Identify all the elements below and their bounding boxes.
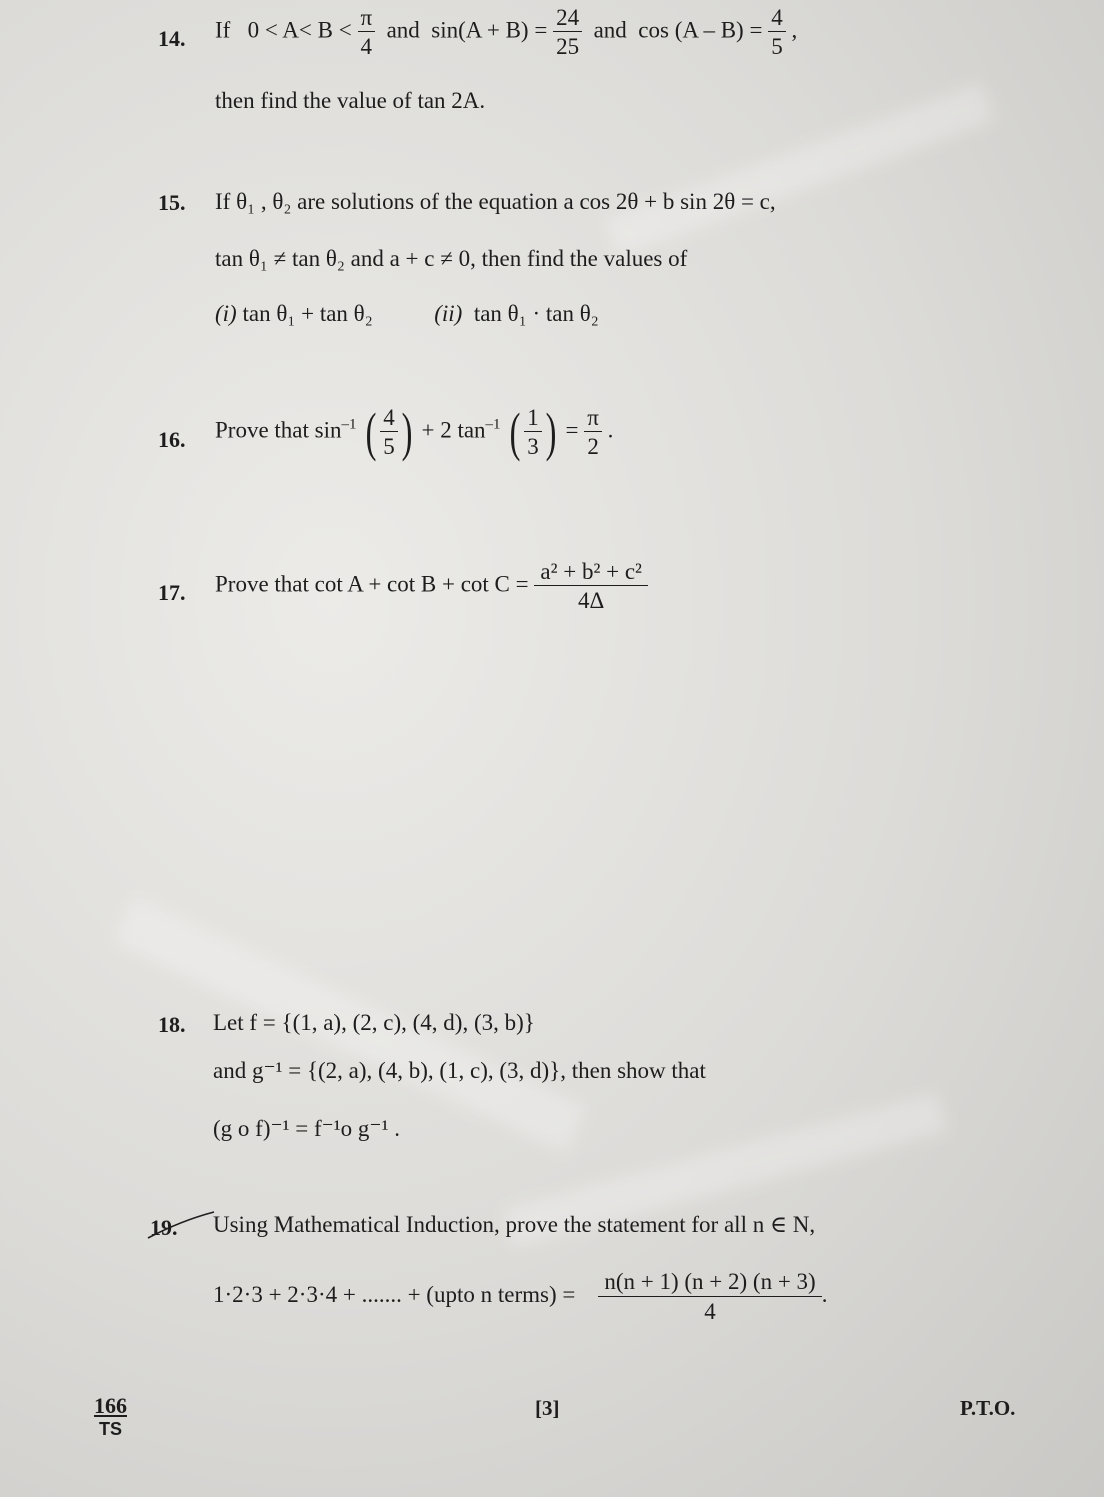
fraction-numerator: a² + b² + c² xyxy=(540,559,642,584)
question-15-line1: If θ₁ , θ₂ are solutions of the equation a cos 2θ + b sin 2θ = c, xyxy=(215,189,776,214)
question-number: 14. xyxy=(158,26,186,51)
question-18-line3: (g o f)⁻¹ = f⁻¹o g⁻¹ . xyxy=(213,1116,400,1141)
part-i-text: tan θ₁ + tan θ₂ xyxy=(242,301,373,326)
question-18-line2: and g⁻¹ = {(2, a), (4, b), (1, c), (3, d)}, then show that xyxy=(213,1058,706,1083)
question-15-line2: tan θ₁ ≠ tan θ₂ and a + c ≠ 0, then find the values of xyxy=(215,246,688,271)
fraction-numerator: 4 xyxy=(771,5,783,30)
fraction-numerator: 24 xyxy=(556,5,580,30)
q14-and: and xyxy=(593,17,627,43)
fraction-sides-over-area xyxy=(534,560,648,612)
strike-mark xyxy=(146,1208,216,1242)
fraction-numerator: n(n + 1) (n + 2) (n + 3) xyxy=(604,1269,816,1294)
fraction-denominator: 5 xyxy=(380,431,398,458)
question-number: 15. xyxy=(158,190,186,215)
question-16-line: Prove that $\sin^{-1}$ ( $\frac{4}{5}$ ) + 2 $\tan^{-1}$ ( $\frac{1}{3}$ ) = $\frac{\pi}{2}$ . xyxy=(215,402,614,462)
q16-mid: + 2 tan xyxy=(421,417,486,443)
fraction-denominator: 5 xyxy=(768,31,786,58)
q19-lhs: 1·2·3 + 2·3·4 + ....... + (upto n terms) = xyxy=(213,1281,576,1307)
fraction-pi-over-2 xyxy=(584,406,602,458)
question-number: 17. xyxy=(158,580,186,605)
q17-prefix: Prove that cot A + cot B + cot C = xyxy=(215,571,529,597)
inverse-superscript: –1 xyxy=(341,416,357,433)
paper-series: TS xyxy=(99,1419,123,1439)
q16-equals: = xyxy=(565,417,579,443)
question-19-line2 xyxy=(213,1270,827,1323)
question-15-parts xyxy=(215,301,599,327)
question-14-line2: then find the value of tan 2A. xyxy=(215,88,486,113)
q16-prefix: Prove that sin xyxy=(215,417,342,443)
question-14-line1 xyxy=(215,6,797,58)
q14-sin-expression: sin(A + B) = xyxy=(431,17,548,43)
q14-and: and xyxy=(386,17,420,43)
fraction-numerator: 1 xyxy=(527,405,539,430)
pto-label: P.T.O. xyxy=(960,1396,1016,1420)
q19-end: . xyxy=(821,1281,828,1307)
fraction-denominator: 2 xyxy=(584,431,602,458)
fraction-4-over-5 xyxy=(768,6,786,58)
fraction-numerator: π xyxy=(587,405,599,430)
question-number: 19. xyxy=(150,1215,178,1240)
q14-condition: 0 < A< B < xyxy=(247,17,352,43)
fraction-numerator: 4 xyxy=(383,405,395,430)
page-number: [3] xyxy=(535,1396,560,1420)
part-ii-text: tan θ₁ · tan θ₂ xyxy=(473,301,599,326)
fraction-denominator: 4 xyxy=(358,31,376,58)
fraction-denominator: 4 xyxy=(598,1296,821,1323)
part-ii-label: (ii) xyxy=(434,301,463,326)
inverse-superscript: –1 xyxy=(485,416,501,433)
q14-prefix: If xyxy=(215,17,231,43)
fraction-pi-over-4 xyxy=(357,6,375,58)
question-number: 16. xyxy=(158,427,186,452)
question-17-line xyxy=(215,560,648,612)
q14-comma: , xyxy=(791,17,798,43)
part-i-label: (i) xyxy=(215,301,237,326)
paper-crease xyxy=(605,83,995,257)
fraction-denominator: 3 xyxy=(524,431,542,458)
q14-cos-expression: cos (A – B) = xyxy=(638,17,763,43)
question-number: 18. xyxy=(158,1012,186,1037)
q16-end: . xyxy=(607,417,614,443)
paper-code: 166 xyxy=(94,1393,127,1418)
question-19-line1: Using Mathematical Induction, prove the statement for all n ∈ N, xyxy=(213,1212,816,1237)
fraction-product-over-4 xyxy=(598,1270,821,1323)
fraction-denominator: 25 xyxy=(553,31,582,58)
fraction-denominator: 4Δ xyxy=(534,585,648,612)
fraction-1-over-3 xyxy=(524,406,542,458)
fraction-4-over-5 xyxy=(380,406,398,458)
fraction-24-over-25 xyxy=(553,6,582,58)
question-18-line1: Let f = {(1, a), (2, c), (4, d), (3, b)} xyxy=(213,1010,535,1035)
fraction-numerator: π xyxy=(360,5,373,30)
